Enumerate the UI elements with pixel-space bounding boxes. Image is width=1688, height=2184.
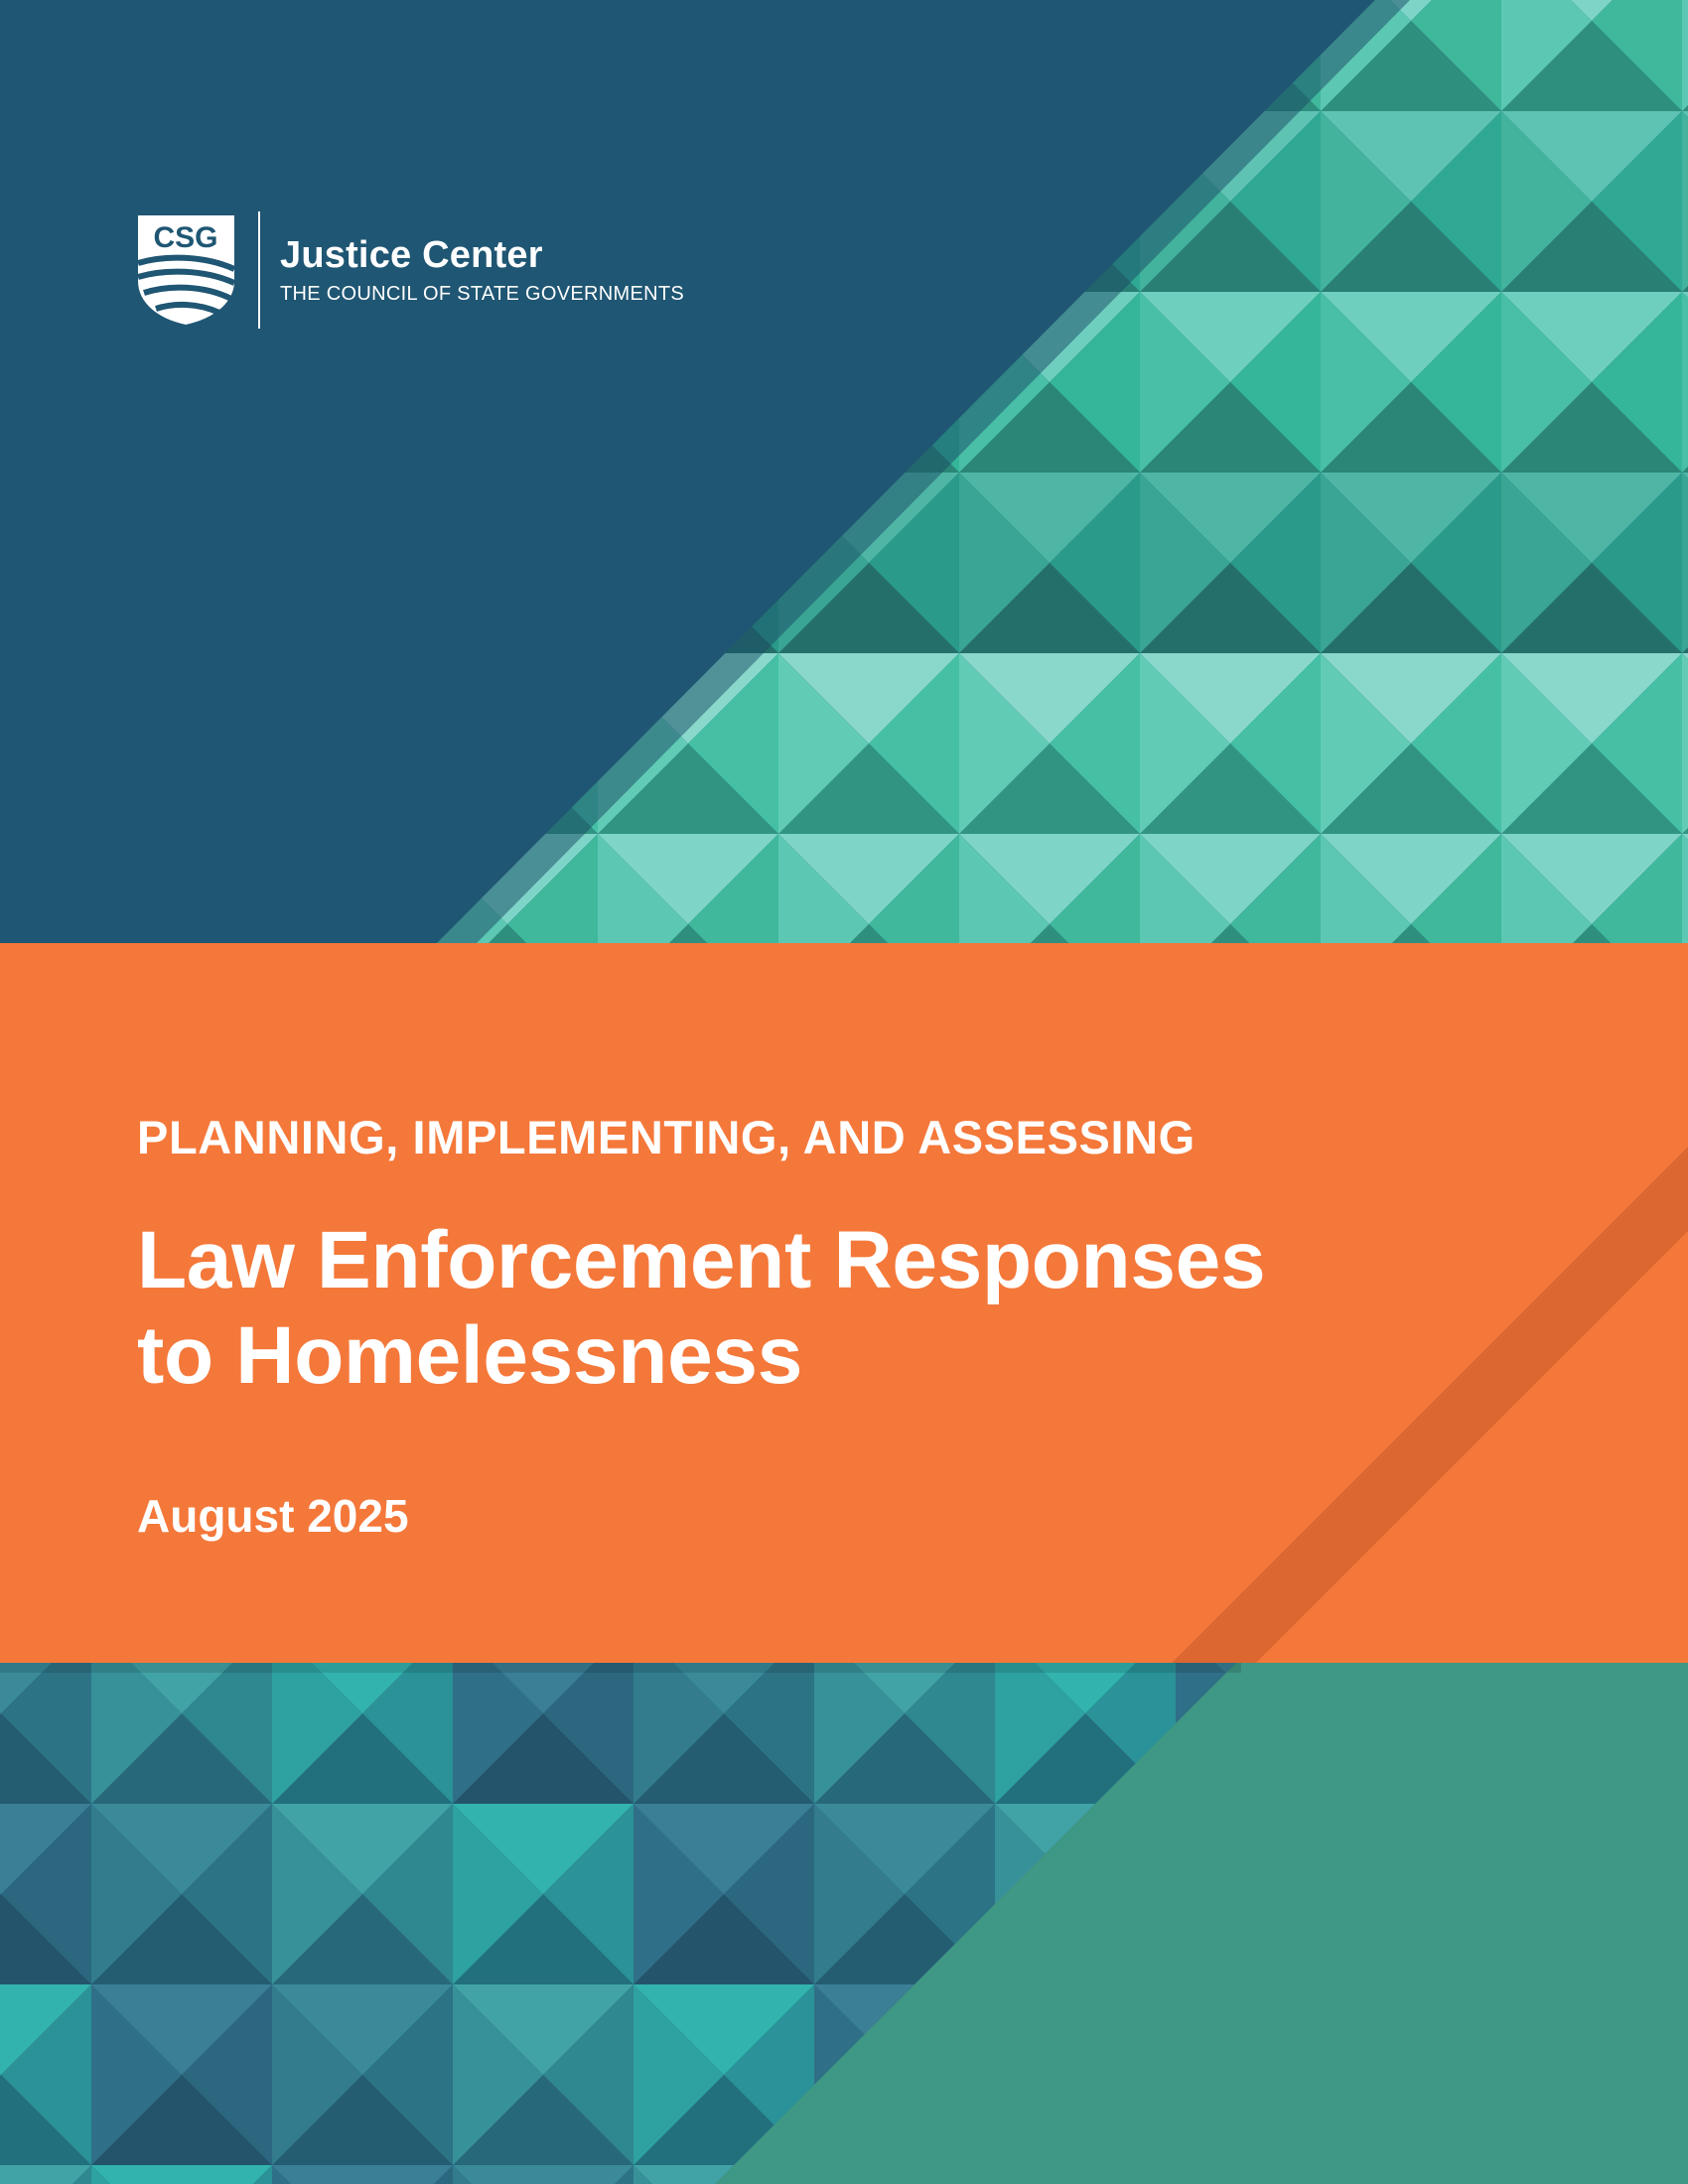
pattern-facet: [1682, 653, 1688, 834]
logo-title: Justice Center: [280, 234, 543, 276]
pattern-facet: [272, 2165, 453, 2184]
logo-divider: [258, 211, 260, 329]
csg-shield-icon: [134, 211, 238, 329]
cover-title: [137, 1213, 1265, 1404]
pattern-facet: [1682, 292, 1688, 473]
cover-eyebrow: PLANNING, IMPLEMENTING, AND ASSESSING: [137, 1111, 1196, 1163]
logo-abbrev: CSG: [153, 221, 218, 254]
pattern-facet: [1682, 111, 1688, 292]
cover-date: August 2025: [137, 1490, 409, 1542]
cover-title-line-2: to Homelessness: [137, 1310, 802, 1401]
logo-subtitle: THE COUNCIL OF STATE GOVERNMENTS: [280, 283, 685, 305]
pattern-facet: [1682, 0, 1688, 111]
csg-justice-center-logo: [134, 210, 684, 330]
cover-title-line-1: Law Enforcement Responses: [137, 1215, 1266, 1305]
pattern-facet: [453, 2165, 633, 2184]
pattern-facet: [91, 2165, 272, 2184]
orange-band-bottom-shadow: [0, 1663, 1241, 1673]
pattern-facet: [1682, 473, 1688, 653]
